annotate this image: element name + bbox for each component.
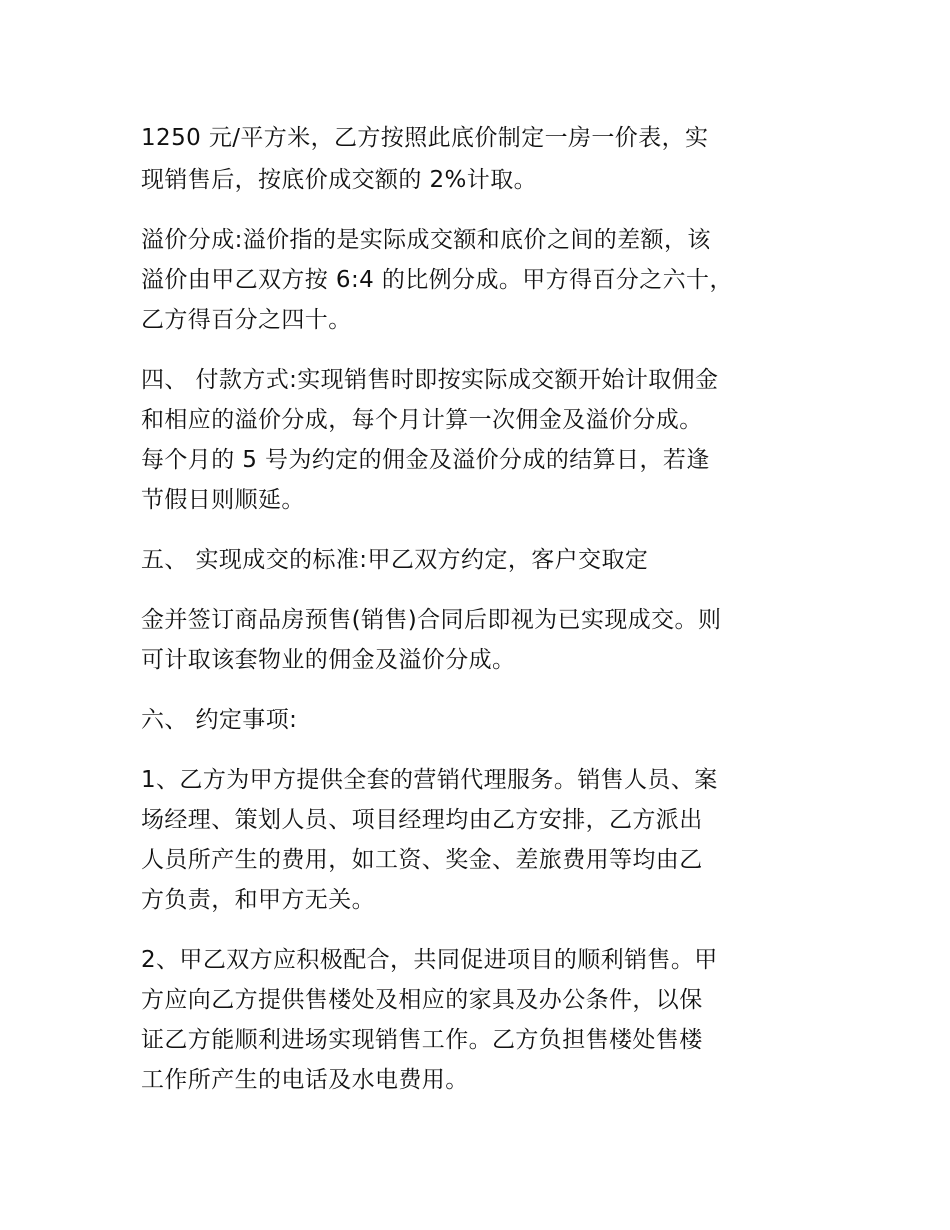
section-4-line-3: 每个月的 5 号为约定的佣金及溢价分成的结算日，若逢 (141, 447, 710, 473)
section-4-line-4: 节假日则顺延。 (141, 487, 305, 513)
item-1-line-3: 人员所产生的费用，如工资、奖金、差旅费用等均由乙 (141, 847, 703, 873)
paragraph-2-line-3: 乙方得百分之四十。 (141, 307, 352, 333)
item-2-line-3: 证乙方能顺利进场实现销售工作。乙方负担售楼处售楼 (141, 1027, 703, 1053)
paragraph-2-line-1: 溢价分成:溢价指的是实际成交额和底价之间的差额，该 (141, 227, 711, 253)
item-2-line-1: 2、甲乙双方应积极配合，共同促进项目的顺利销售。甲 (141, 947, 718, 973)
section-5-cont-line-1: 金并签订商品房预售(销售)合同后即视为已实现成交。则 (141, 607, 722, 633)
section-5-cont-line-2: 可计取该套物业的佣金及溢价分成。 (141, 647, 516, 673)
section-6-heading: 六、 约定事项: (141, 707, 298, 733)
section-5-line-1: 五、 实现成交的标准:甲乙双方约定，客户交取定 (141, 547, 649, 573)
item-1-line-1: 1、乙方为甲方提供全套的营销代理服务。销售人员、案 (141, 767, 718, 793)
paragraph-1-line-1: 1250 元/平方米，乙方按照此底价制定一房一价表，实 (141, 125, 709, 151)
item-2-line-2: 方应向乙方提供售楼处及相应的家具及办公条件，以保 (141, 987, 703, 1013)
item-1-line-2: 场经理、策划人员、项目经理均由乙方安排，乙方派出 (141, 807, 703, 833)
section-4-line-2: 和相应的溢价分成，每个月计算一次佣金及溢价分成。 (141, 407, 703, 433)
section-4-line-1: 四、 付款方式:实现销售时即按实际成交额开始计取佣金 (141, 367, 719, 393)
item-1-line-4: 方负责，和甲方无关。 (141, 887, 375, 913)
paragraph-2-line-2: 溢价由甲乙双方按 6:4 的比例分成。甲方得百分之六十， (141, 267, 733, 293)
paragraph-1-line-2: 现销售后，按底价成交额的 2%计取。 (141, 167, 537, 193)
item-2-line-4: 工作所产生的电话及水电费用。 (141, 1067, 469, 1093)
